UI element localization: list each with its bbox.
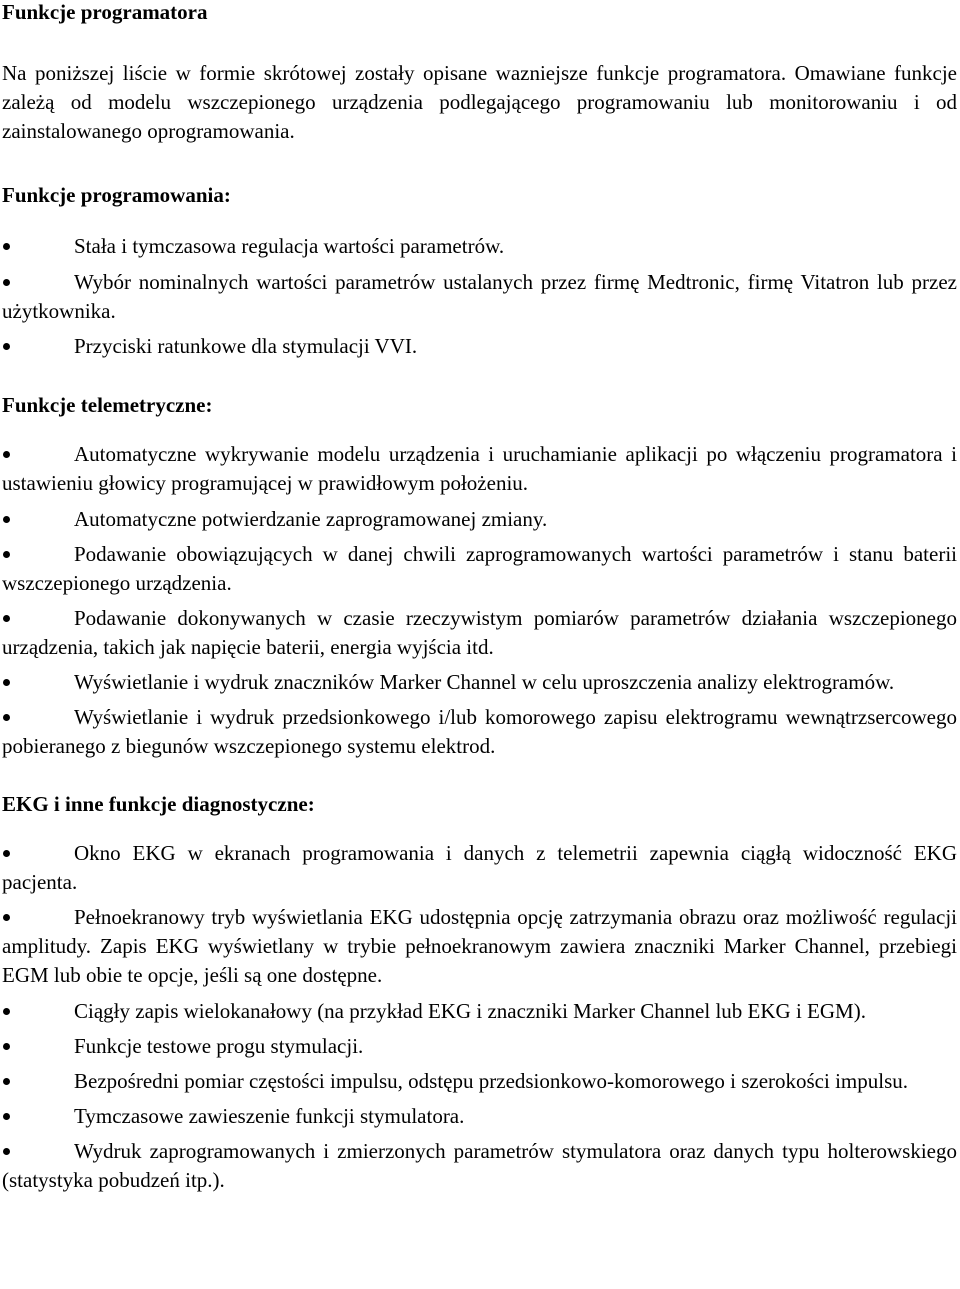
list-item-text: Automatyczne wykrywanie modelu urządzenia i uruchamianie aplikacji po włączeniu programatora i ustawieniu głowicy programującej w prawidłowym położeniu. [2,442,957,495]
section-heading-programming: Funkcje programowania: [2,183,231,207]
list-item [2,505,957,534]
list-item [2,903,957,990]
list-item-text: Podawanie obowiązujących w danej chwili zaprogramowanych wartości parametrów i stanu baterii wszczepionego urządzenia. [2,542,957,595]
list-item-text: Ciągły zapis wielokanałowy (na przykład EKG i znaczniki Marker Channel lub EKG i EGM). [74,999,866,1023]
list-item [2,268,957,326]
section-heading-telemetry: Funkcje telemetryczne: [2,393,213,417]
list-item-text: Wybór nominalnych wartości parametrów ustalanych przez firmę Medtronic, firmę Vitatron lub przez użytkownika. [2,270,957,323]
list-item [2,604,957,662]
list-item [2,232,957,261]
list-item-text: Pełnoekranowy tryb wyświetlania EKG udostępnia opcję zatrzymania obrazu oraz możliwość regulacji amplitudy. Zapis EKG wyświetlany w trybie pełnoekranowym zawiera znaczniki Marker Channel, przebiegi EGM lub obie te opcje, jeśli są one dostępne. [2,905,957,987]
list-item [2,1102,957,1131]
ekg-list [2,839,957,1195]
list-item-text: Bezpośredni pomiar częstości impulsu, odstępu przedsionkowo-komorowego i szerokości impulsu. [74,1069,909,1093]
list-item [2,540,957,598]
intro-paragraph: Na poniższej liście w formie skrótowej zostały opisane wazniejsze funkcje programatora. Omawiane funkcje zależą od modelu wszczepionego urządzenia podlegającego programowaniu lub monitorowaniu i od zainstalowanego oprogramowania. [2,61,957,143]
section-heading-ekg: EKG i inne funkcje diagnostyczne: [2,792,315,816]
document-page [2,0,957,1195]
list-item [2,839,957,897]
list-item-text: Stała i tymczasowa regulacja wartości parametrów. [74,234,505,258]
list-item [2,440,957,498]
list-item-text: Tymczasowe zawieszenie funkcji stymulatora. [74,1104,465,1128]
list-item [2,668,957,697]
telemetry-list [2,440,957,761]
list-item-text: Wydruk zaprogramowanych i zmierzonych parametrów stymulatora oraz danych typu holterowskiego (statystyka pobudzeń itp.). [2,1139,957,1192]
list-item [2,1137,957,1195]
programming-list [2,232,957,361]
document-title: Funkcje programatora [2,0,208,24]
list-item-text: Automatyczne potwierdzanie zaprogramowanej zmiany. [74,507,548,531]
list-item-text: Podawanie dokonywanych w czasie rzeczywistym pomiarów parametrów działania wszczepionego urządzenia, takich jak napięcie baterii, energia wyjścia itd. [2,606,957,659]
list-item-text: Wyświetlanie i wydruk znaczników Marker Channel w celu uproszczenia analizy elektrogramów. [74,670,895,694]
list-item [2,1067,957,1096]
list-item [2,703,957,761]
list-item [2,332,957,361]
list-item-text: Przyciski ratunkowe dla stymulacji VVI. [74,334,418,358]
list-item [2,997,957,1026]
list-item-text: Wyświetlanie i wydruk przedsionkowego i/lub komorowego zapisu elektrogramu wewnątrzsercowego pobieranego z biegunów wszczepionego systemu elektrod. [2,705,957,758]
list-item-text: Okno EKG w ekranach programowania i danych z telemetrii zapewnia ciągłą widoczność EKG pacjenta. [2,841,957,894]
list-item-text: Funkcje testowe progu stymulacji. [74,1034,364,1058]
list-item [2,1032,957,1061]
